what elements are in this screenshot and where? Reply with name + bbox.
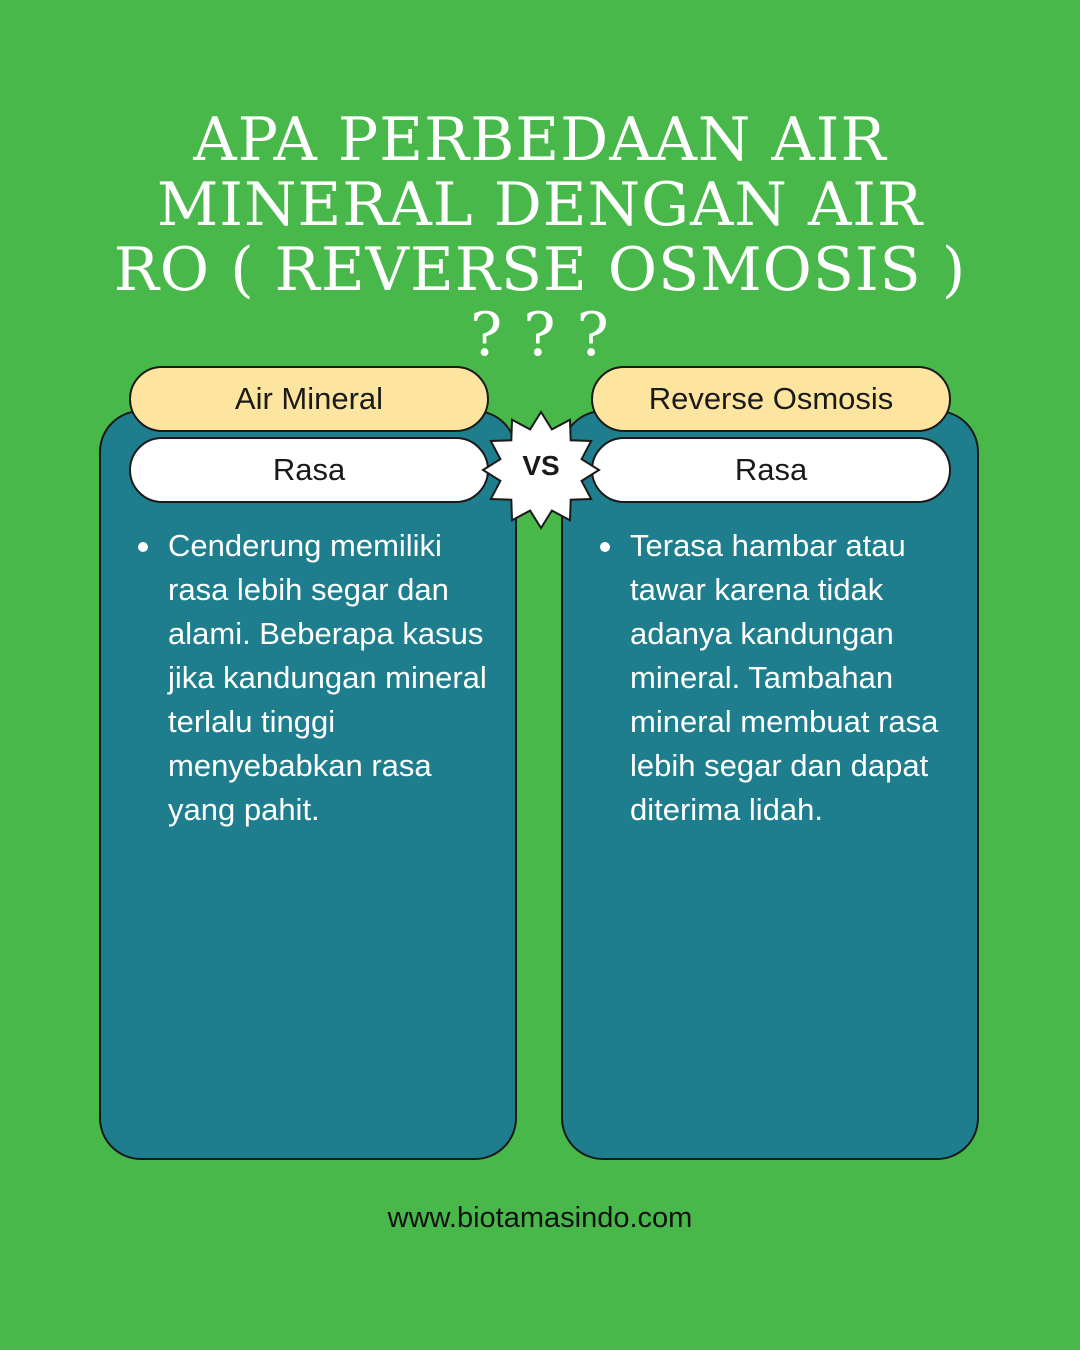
- right-sub-label: Rasa: [734, 452, 808, 487]
- right-header-pill: [591, 366, 951, 432]
- left-header-pill: [129, 366, 489, 432]
- left-sub-pill: [129, 437, 489, 503]
- left-description-text: Cenderung memiliki rasa lebih segar dan alami. Beberapa kasus jika kandungan mineral terlalu tinggi menyebabkan rasa yang pahit.: [168, 528, 487, 827]
- title-line-3: RO ( REVERSE OSMOSIS ): [113, 235, 967, 305]
- right-sub-pill: [591, 437, 951, 503]
- right-header-label: Reverse Osmosis: [648, 381, 894, 416]
- page-title: [40, 105, 1040, 370]
- website-url: www.biotamasindo.com: [387, 1202, 693, 1234]
- bullet-icon: [600, 542, 610, 552]
- left-sub-label: Rasa: [272, 452, 346, 487]
- left-description: [138, 524, 488, 832]
- bullet-icon: [138, 542, 148, 552]
- vs-label: VS: [522, 450, 560, 481]
- left-header-label: Air Mineral: [234, 381, 384, 416]
- title-line-1: APA PERBEDAAN AIR: [193, 105, 887, 175]
- right-description: [600, 524, 950, 832]
- title-line-4: ? ? ?: [470, 300, 610, 370]
- right-description-text: Terasa hambar atau tawar karena tidak adanya kandungan mineral. Tambahan mineral membuat rasa lebih segar dan dapat diterima lidah.: [630, 528, 939, 827]
- title-line-2: MINERAL DENGAN AIR: [156, 170, 924, 240]
